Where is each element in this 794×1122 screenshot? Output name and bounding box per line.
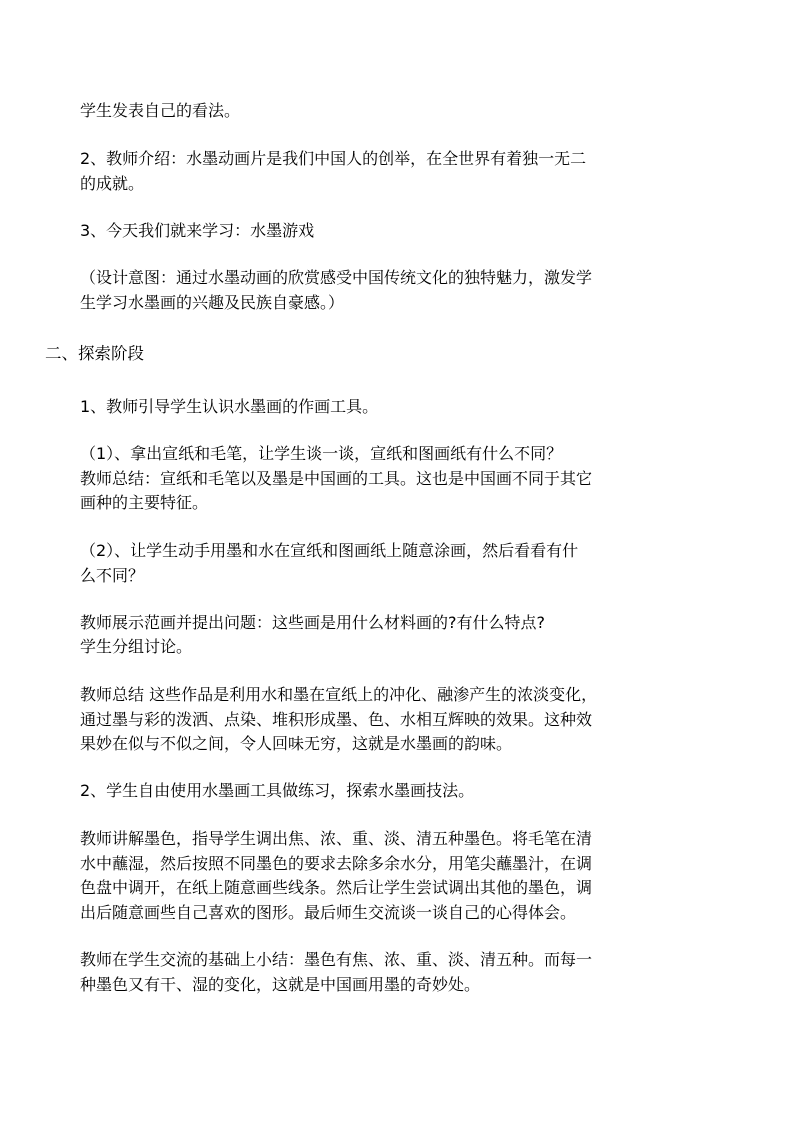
text-line: 1、教师引导学生认识水墨画的作画工具。 [80,397,379,416]
text-line: 2、学生自由使用水墨画工具做练习，探索水墨画技法。 [80,781,475,800]
text-line: 2、教师介绍：水墨动画片是我们中国人的创举，在全世界有着独一无二 [80,149,587,168]
text-line: 教师讲解墨色，指导学生调出焦、浓、重、淡、清五种墨色。将毛笔在清 [80,829,593,848]
text-line: 的成就。 [80,174,145,193]
text-line: 教师在学生交流的基础上小结：墨色有焦、浓、重、淡、清五种。而每一 [80,950,593,969]
text-line: 么不同？ [80,566,145,585]
text-line: 学生分组讨论。 [80,637,193,656]
text-line: 种墨色又有干、湿的变化，这就是中国画用墨的奇妙处。 [80,975,481,994]
text-line: 教师展示范画并提出问题：这些画是用什么材料画的?有什么特点? [80,613,545,632]
text-line: 生学习水墨画的兴趣及民族自豪感。） [80,293,345,312]
text-line: 教师总结：宣纸和毛笔以及墨是中国画的工具。这也是中国画不同于其它 [80,469,593,488]
section-heading: 二、探索阶段 [45,344,144,363]
text-line: 出后随意画些自己喜欢的图形。最后师生交流谈一谈自己的心得体会。 [80,903,577,922]
text-line: 学生发表自己的看法。 [80,101,241,120]
text-line: 3、今天我们就来学习：水墨游戏 [80,221,315,240]
text-line: （设计意图：通过水墨动画的欣赏感受中国传统文化的独特魅力，激发学 [80,268,593,287]
text-line: 水中蘸湿，然后按照不同墨色的要求去除多余水分，用笔尖蘸墨汁，在调 [80,854,593,873]
text-line: 通过墨与彩的泼洒、点染、堆积形成墨、色、水相互辉映的效果。这种效 [80,710,593,729]
text-line: （1）、拿出宣纸和毛笔，让学生谈一谈，宣纸和图画纸有什么不同？ [80,444,563,463]
text-line: 果妙在似与不似之间，令人回味无穷，这就是水墨画的韵味。 [80,734,513,753]
text-line: （2）、让学生动手用墨和水在宣纸和图画纸上随意涂画，然后看看有什 [80,541,579,560]
text-line: 画种的主要特征。 [80,493,209,512]
text-line: 教师总结 这些作品是利用水和墨在宣纸上的冲化、融渗产生的浓淡变化， [80,685,598,704]
text-line: 色盘中调开，在纸上随意画些线条。然后让学生尝试调出其他的墨色，调 [80,878,593,897]
